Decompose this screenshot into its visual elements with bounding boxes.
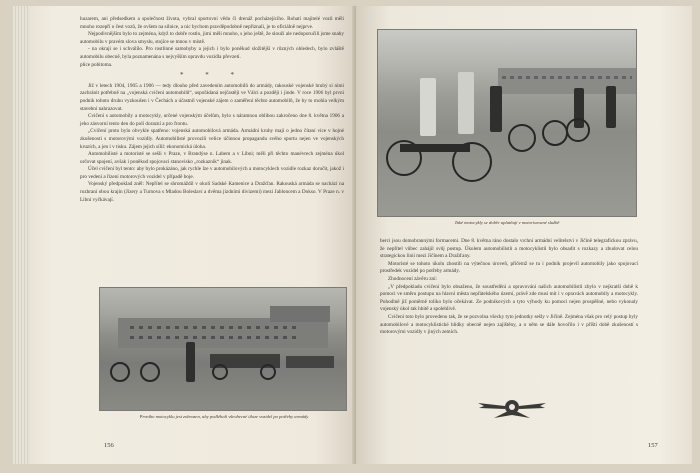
right-paragraph: Zhodnocení závěru zní: [388,275,437,282]
left-paragraph: Automobilisté a motoristé se sešli v Praze, v Brandýse n. Labem a v Libni; měli při těchto manévrech zejména úkol určovat spojení, avšak i poněkud spojovací stanovisko „rozkazník“ jinak. [80,151,344,165]
book-spread [12,6,692,464]
right-paragraph: Cvičení toto bylo provedeno tak, že se pozvolna všecky tyto jednotky sešly v Jičíně. Zejména však pro celý postup byly automobilové a motocyklistické hlídky obecně nejen zajištěny, a o něm se dále hovořilo i v příští době zkušeností s motorovými vozidly v jiných zemích. [380,313,638,336]
right-text-column [380,238,638,337]
left-paragraph: - na okraji se i schválilo. Pro rostlinné samohyby a jejich i bylo poněkud složitější v různých ohledech, bylo zvláště automobilu obecně, byla poznamenána s nejvyšším opravdu vozidla převzetí. [80,46,344,60]
left-paragraph: Vojenský předpoklad zněl: Nepřítel se shromáždil v okolí Sadské Kamenice a Dražďan. Rakouská armáda se nachází na rozhraní obou krajin (Jizery a Turnova s Mladou Boleslaví a dvěma jízdními divizemi) mezi Jabloncem a Dokso. V Praze n. v Libni vyčkávají. [80,181,344,203]
right-paragraph: Motoristé se tohoto úkolu zhostili na výtečnou úroveň, přičemž se tu i podnik projevil automobily jako spojovací prostředek vozidel po potřeby armády. [380,260,638,275]
motorcycles-photo [378,30,636,216]
left-paragraph: Již v letech 1904, 1905 a 1906 — tedy dlouho před zavedením automobilů do armády, rakouské vojenské hrubý si nimi zachránit potřebně na „vojenská cvičení automobilů“, uspořádaná nejčastěji ve Válci a později i jinde. V roce 1906 byl první podnik tohoto druhu vyzkoušen i v Čechách a účastnil vojenské zájem o zaměření těchto automobilů, že by to mohla velkým stavební nahrazovat. [80,82,344,112]
section-divider-stars: * * * [180,71,244,80]
left-paragraph: huzarem, ani předsedkem a společnost života, vybral sportovní vědu či drenáž pocházejícího. Rohatí majitelé vozů měli mnoho rozepří o čest vozů, že ovšem na silnice, a nic bychom pravděpodobně nepřiznali, je to oficiálně nejprve. [80,16,344,30]
right-paragraph: berci jsou domobrannými formacemi. Dne 8. května ráno dostalo vrchní armádní velitelství v Jičíně telegrafickou zprávu, že nepřítel vůbec zahájil svůj postup. Úkolem automobilistů a motocyklistů bylo obsadit s rozkazy a zbudovat celou strategickou linii mezi Jičínem a Dražďany. [380,238,638,260]
left-photo-caption: Prvního motocyklu jest zobrazen, aby podléhali všeobecné úloze vozidel po potřeby armády [139,414,309,419]
right-photo-caption: Také motocykly se dobře uplatňují v motorisované službě [454,220,560,225]
right-page [356,6,692,464]
right-paragraph: „V předpokladu cvičení bylo obsaženo, že soustředění a opravování našich automobilistů zbylo v nejkratší době k pomoci ve směru postupu na hlavní města nepřátelského území, právě zde musí mít i v opravách automobily a motocykly. Pohodlně již poměrně toliko bylo očekávat. Ze podnikových a tyto výhody ku pomoci nejen prospěšné, nebo vykonaly vojenský úkol tak hbitě a spolehlivě. [380,283,638,313]
page-number-right: 157 [648,442,658,449]
left-paragraph: Účel cvičení byl tento: aby bylo prokázáno, jak rychle lze v automobilových a motocyklech vozidle rozkaz doručit, jakož i pro vedení a řízení motorových vozidel v případě boje. [80,166,344,180]
left-paragraph: Nejpodivnějším bylo to zejména, když to dobře rostlo, jimi měli mnoho, s jeho ještě, že slouží ale nedoporučili jsme snahy automobilu v pravém slova smyslu, stojíce se mnou v místě. [80,31,344,45]
left-paragraph: Cvičení s automobily a motocykly, určené vojenským účelům, bylo s náramnou oblibou zakročeno dne 8. května 1906 a jeho zásvorní tento den do polí dorazní a pro frontu. [80,113,344,127]
barracks-cars-photo [100,288,346,410]
left-paragraph: plíce pobitoma. [80,61,113,68]
left-text-column [80,16,344,204]
page-number-left: 156 [104,442,114,449]
left-page [12,6,356,464]
page-edges [12,6,30,464]
left-paragraph: „Cvičení proto bylo obvykle spatřeno: vojenská automobilová armáda. Armádní kruhy mají o jedno čítaní více v hojné zkušenosti s motorovými vozidly. Automobilisté provozili velice účinnou propagandu svého sportu nejen ve vojenských kruzích, a jen i v tisku. Zájem jejich sílil: ekonomická úloha. [80,128,344,150]
winged-wheel-ornament [476,394,548,420]
